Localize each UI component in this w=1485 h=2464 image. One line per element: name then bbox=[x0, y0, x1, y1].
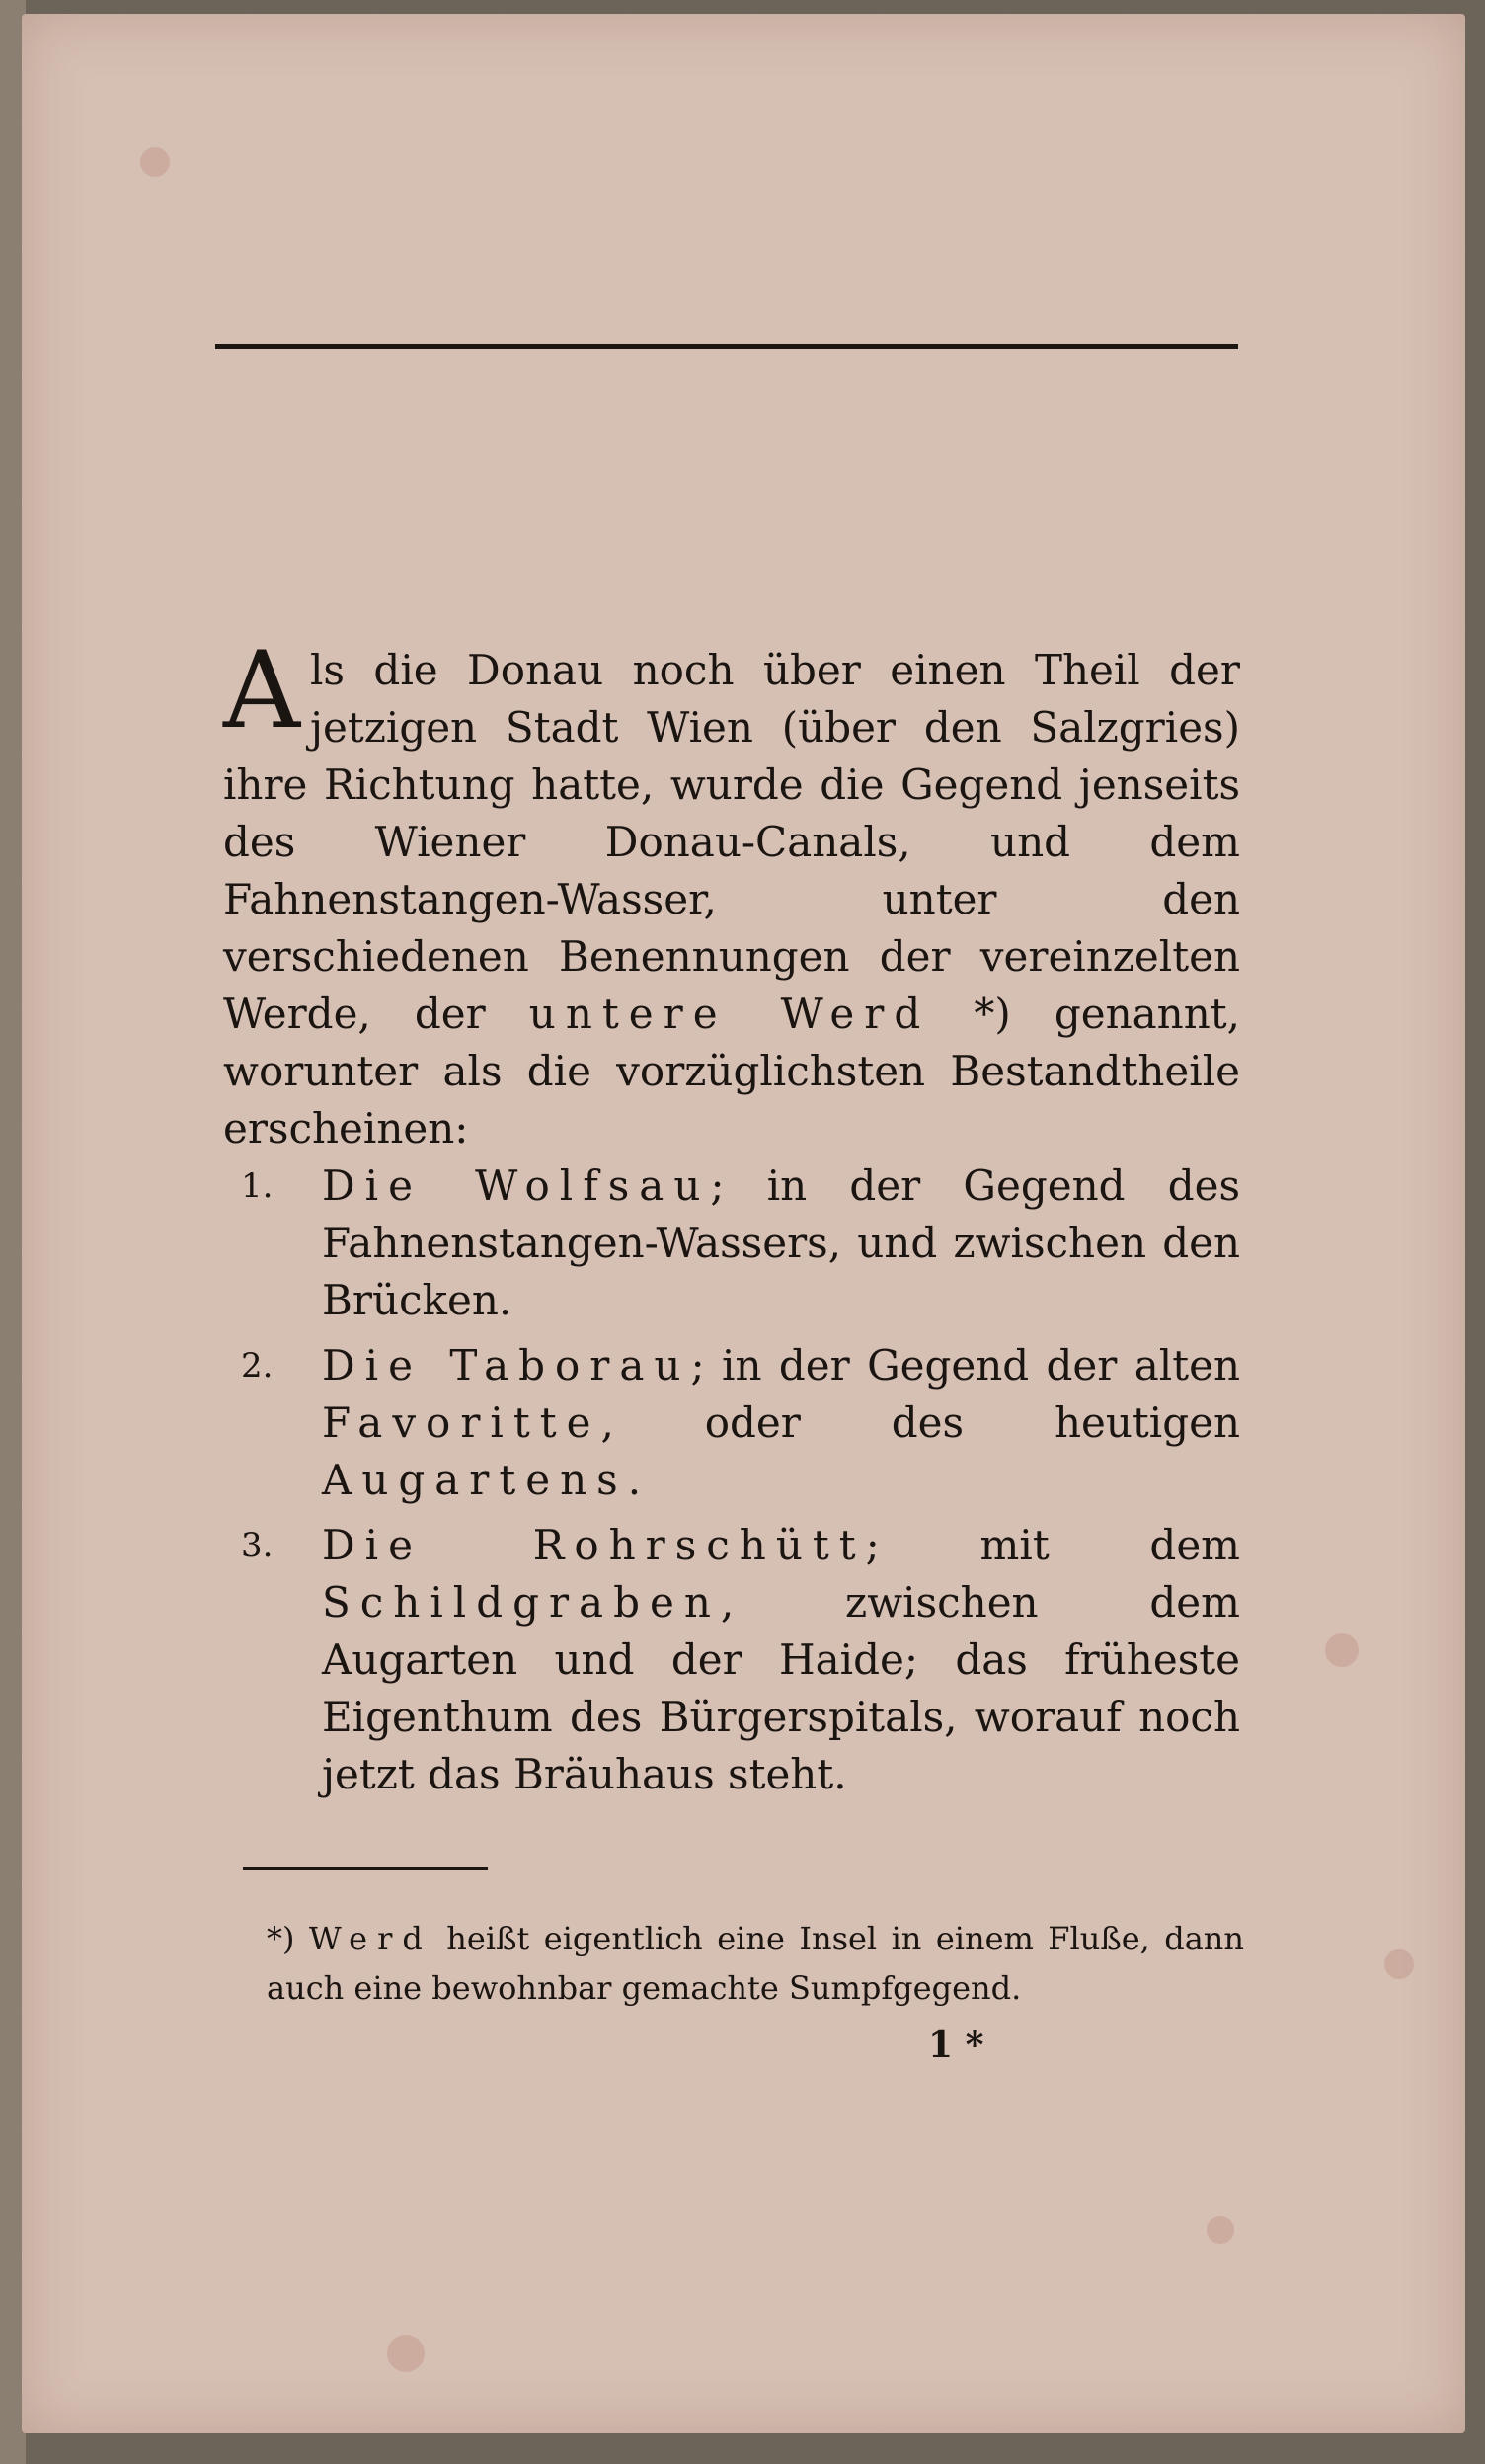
list-item-name: Die Rohrschütt bbox=[322, 1521, 866, 1569]
list-item bbox=[241, 1157, 1240, 1329]
list-item-emphasis: Schildgraben bbox=[322, 1578, 721, 1627]
paper-stain bbox=[1325, 1633, 1359, 1667]
list-item-body bbox=[322, 1517, 1240, 1803]
footnote-rule bbox=[243, 1867, 488, 1870]
paper-stain bbox=[1207, 2216, 1234, 2244]
list-item-text: , zwischen dem Augarten und der Haide; das früheste Eigenthum des Bürgerspitals, worauf noch jetzt das Bräuhaus steht. bbox=[322, 1578, 1240, 1798]
footnote-marker: *) bbox=[267, 1920, 295, 1957]
list-item-number: 3. bbox=[241, 1526, 274, 1565]
paragraph-emphasis: untere Werd bbox=[528, 990, 931, 1038]
list-item-text: ; in der Gegend des Fahnenstangen-Wassers, und zwischen den Brücken. bbox=[322, 1161, 1240, 1324]
signature-mark: 1 * bbox=[928, 2025, 984, 2066]
paragraph-text-end: *) genannt, worunter als die vorzüglichsten Bestandtheile erscheinen: bbox=[223, 990, 1240, 1153]
list-item-emphasis: Favoritte bbox=[322, 1398, 601, 1447]
footnote-term: Werd bbox=[308, 1920, 432, 1957]
footnote bbox=[267, 1914, 1244, 2013]
list-item-name: Die Taborau bbox=[322, 1341, 691, 1390]
paper-stain bbox=[1384, 1949, 1414, 1979]
footnote-text: heißt eigentlich eine Insel in einem Fluße, dann auch eine bewohnbar gemachte Sumpfgegend. bbox=[267, 1920, 1244, 2007]
list-item-emphasis: Augartens bbox=[322, 1456, 628, 1504]
list-item-text: ; mit dem bbox=[865, 1521, 1240, 1569]
list-item-body bbox=[322, 1157, 1240, 1329]
list-item-name: Die Wolfsau bbox=[322, 1161, 711, 1210]
list-item-number: 1. bbox=[241, 1166, 274, 1206]
header-rule bbox=[215, 344, 1238, 349]
paper-stain bbox=[387, 2335, 425, 2372]
list-item-text: , oder des heutigen bbox=[600, 1398, 1240, 1447]
list-item bbox=[241, 1337, 1240, 1509]
paper-stain bbox=[140, 147, 170, 177]
list-item-number: 2. bbox=[241, 1346, 274, 1386]
island-list bbox=[241, 1157, 1240, 1811]
list-item-text: ; in der Gegend der alten bbox=[690, 1341, 1240, 1390]
list-item-body bbox=[322, 1337, 1240, 1509]
drop-cap: A bbox=[223, 629, 300, 753]
list-item-text: . bbox=[627, 1456, 642, 1504]
list-item bbox=[241, 1517, 1240, 1803]
paragraph-text: ls die Donau noch über einen Theil der jetzigen Stadt Wien (über den Salzgries) ihre Richtung hatte, wurde die Gegend jenseits des Wiener Donau-Canals, und dem Fahnenstangen-Wasser, unter den verschiedenen Benennungen der vereinzelten Werde, der bbox=[223, 646, 1240, 1038]
main-paragraph bbox=[223, 629, 1240, 1157]
